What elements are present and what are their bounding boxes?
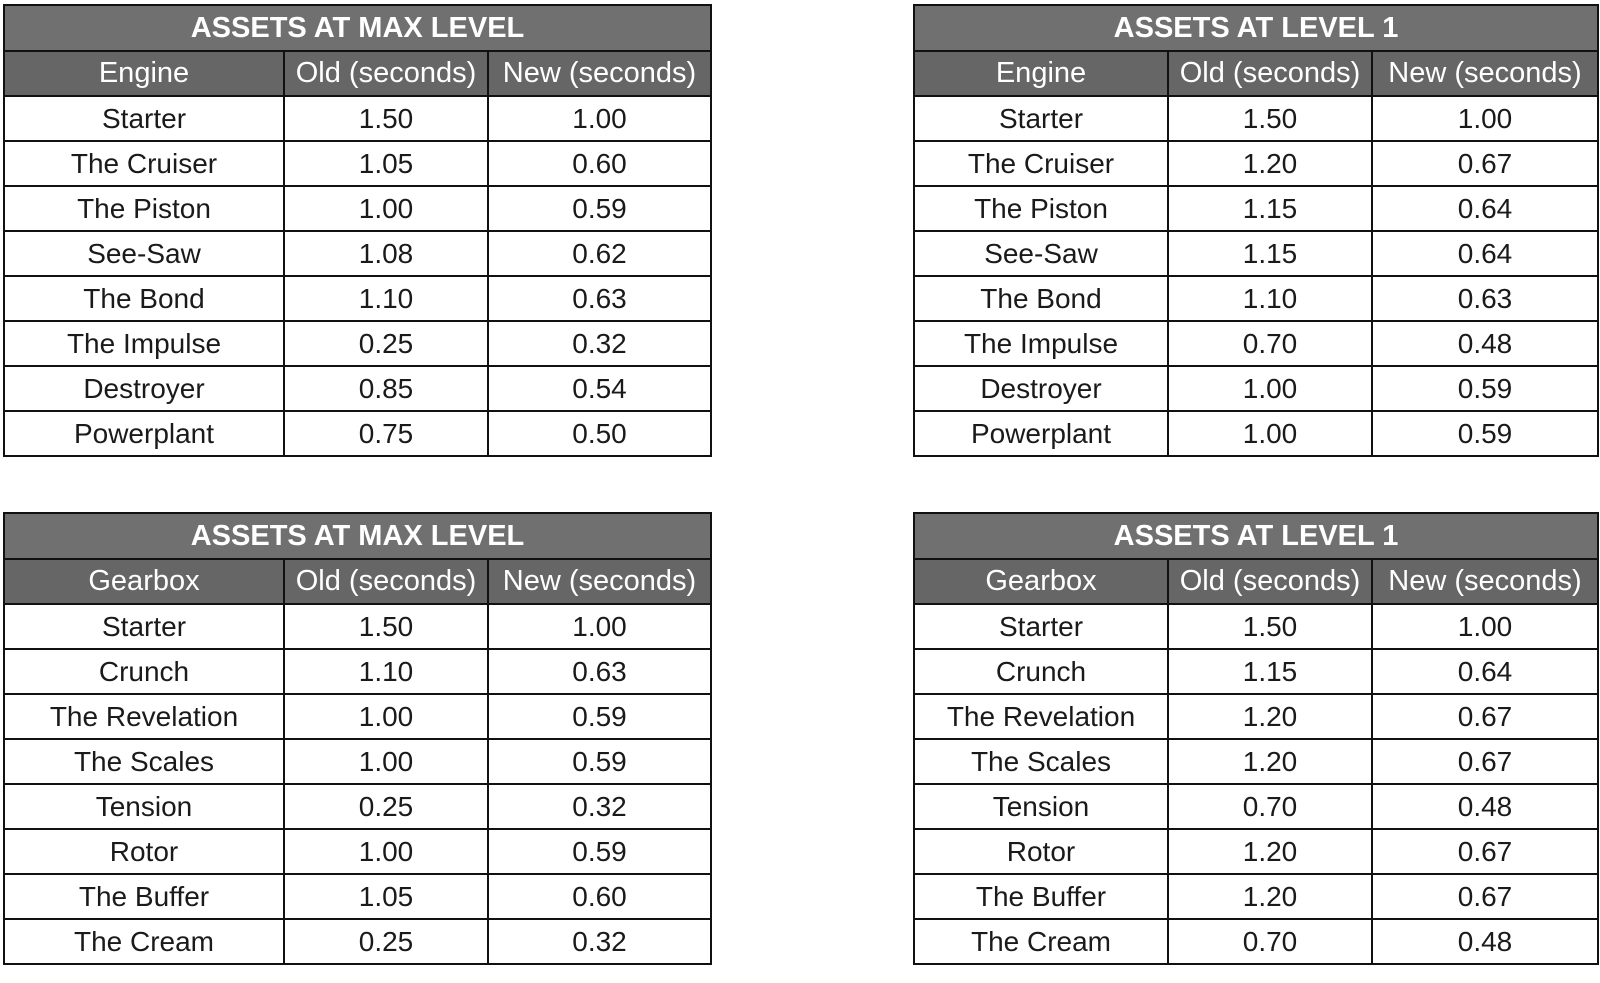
asset-name: Starter <box>914 96 1168 141</box>
new-seconds: 0.60 <box>488 874 711 919</box>
new-seconds: 0.64 <box>1372 649 1598 694</box>
old-seconds: 1.50 <box>1168 96 1372 141</box>
new-seconds: 0.59 <box>1372 411 1598 456</box>
new-seconds: 0.48 <box>1372 784 1598 829</box>
new-seconds: 0.67 <box>1372 874 1598 919</box>
table-row <box>914 919 1598 964</box>
table-row <box>4 276 711 321</box>
new-seconds: 0.62 <box>488 231 711 276</box>
column-header: Old (seconds) <box>284 559 488 604</box>
new-seconds: 0.48 <box>1372 919 1598 964</box>
engine-max-level-table <box>3 4 712 457</box>
old-seconds: 0.25 <box>284 784 488 829</box>
table-row <box>914 739 1598 784</box>
old-seconds: 1.15 <box>1168 649 1372 694</box>
table-title: ASSETS AT MAX LEVEL <box>4 513 711 559</box>
asset-name: The Cruiser <box>914 141 1168 186</box>
new-seconds: 0.59 <box>488 186 711 231</box>
new-seconds: 0.48 <box>1372 321 1598 366</box>
asset-name: The Cream <box>4 919 284 964</box>
old-seconds: 1.05 <box>284 874 488 919</box>
new-seconds: 0.64 <box>1372 231 1598 276</box>
asset-name: Rotor <box>4 829 284 874</box>
old-seconds: 1.50 <box>284 96 488 141</box>
new-seconds: 0.67 <box>1372 739 1598 784</box>
old-seconds: 1.05 <box>284 141 488 186</box>
column-header: New (seconds) <box>1372 51 1598 96</box>
new-seconds: 0.63 <box>488 649 711 694</box>
old-seconds: 0.25 <box>284 321 488 366</box>
table-row <box>4 231 711 276</box>
new-seconds: 0.32 <box>488 919 711 964</box>
old-seconds: 0.70 <box>1168 784 1372 829</box>
column-header: Engine <box>914 51 1168 96</box>
asset-name: The Buffer <box>914 874 1168 919</box>
new-seconds: 0.64 <box>1372 186 1598 231</box>
old-seconds: 0.70 <box>1168 919 1372 964</box>
asset-name: The Buffer <box>4 874 284 919</box>
new-seconds: 0.59 <box>488 694 711 739</box>
table-row <box>4 411 711 456</box>
new-seconds: 0.59 <box>1372 366 1598 411</box>
gearbox-level-1-table <box>913 512 1599 965</box>
new-seconds: 1.00 <box>488 96 711 141</box>
new-seconds: 0.60 <box>488 141 711 186</box>
asset-name: The Impulse <box>914 321 1168 366</box>
asset-name: The Bond <box>914 276 1168 321</box>
table-row <box>914 694 1598 739</box>
asset-name: See-Saw <box>4 231 284 276</box>
new-seconds: 0.63 <box>1372 276 1598 321</box>
table-row <box>914 784 1598 829</box>
asset-name: Starter <box>914 604 1168 649</box>
table-title: ASSETS AT LEVEL 1 <box>914 5 1598 51</box>
old-seconds: 1.00 <box>284 694 488 739</box>
table-row <box>914 141 1598 186</box>
asset-name: See-Saw <box>914 231 1168 276</box>
asset-name: Crunch <box>914 649 1168 694</box>
column-header: Old (seconds) <box>284 51 488 96</box>
column-header: New (seconds) <box>488 559 711 604</box>
old-seconds: 1.00 <box>284 739 488 784</box>
table-row <box>914 366 1598 411</box>
new-seconds: 0.54 <box>488 366 711 411</box>
table-row <box>4 739 711 784</box>
new-seconds: 0.50 <box>488 411 711 456</box>
asset-name: Starter <box>4 96 284 141</box>
old-seconds: 1.20 <box>1168 874 1372 919</box>
column-header: Old (seconds) <box>1168 51 1372 96</box>
column-header: Gearbox <box>914 559 1168 604</box>
table-row <box>4 604 711 649</box>
table-row <box>4 874 711 919</box>
asset-name: The Revelation <box>4 694 284 739</box>
new-seconds: 0.59 <box>488 739 711 784</box>
asset-name: The Cruiser <box>4 141 284 186</box>
table-row <box>914 96 1598 141</box>
table-row <box>914 231 1598 276</box>
old-seconds: 1.00 <box>1168 411 1372 456</box>
old-seconds: 1.15 <box>1168 231 1372 276</box>
new-seconds: 0.67 <box>1372 829 1598 874</box>
asset-name: The Cream <box>914 919 1168 964</box>
new-seconds: 1.00 <box>1372 604 1598 649</box>
table-row <box>4 784 711 829</box>
table-row <box>4 694 711 739</box>
table-row <box>4 186 711 231</box>
gearbox-max-level-table <box>3 512 712 965</box>
asset-name: Destroyer <box>4 366 284 411</box>
old-seconds: 1.00 <box>1168 366 1372 411</box>
new-seconds: 0.67 <box>1372 141 1598 186</box>
new-seconds: 0.32 <box>488 784 711 829</box>
table-row <box>914 276 1598 321</box>
table-row <box>4 366 711 411</box>
asset-name: Crunch <box>4 649 284 694</box>
old-seconds: 1.20 <box>1168 694 1372 739</box>
asset-name: The Revelation <box>914 694 1168 739</box>
asset-name: The Scales <box>914 739 1168 784</box>
column-header: Gearbox <box>4 559 284 604</box>
column-header: Old (seconds) <box>1168 559 1372 604</box>
table-row <box>914 829 1598 874</box>
table-row <box>914 321 1598 366</box>
old-seconds: 1.20 <box>1168 739 1372 784</box>
asset-name: The Bond <box>4 276 284 321</box>
table-row <box>914 649 1598 694</box>
asset-name: Powerplant <box>4 411 284 456</box>
old-seconds: 0.85 <box>284 366 488 411</box>
column-header: Engine <box>4 51 284 96</box>
new-seconds: 0.59 <box>488 829 711 874</box>
new-seconds: 0.63 <box>488 276 711 321</box>
old-seconds: 1.20 <box>1168 141 1372 186</box>
table-row <box>914 604 1598 649</box>
table-title: ASSETS AT MAX LEVEL <box>4 5 711 51</box>
column-header: New (seconds) <box>488 51 711 96</box>
new-seconds: 0.32 <box>488 321 711 366</box>
asset-name: Destroyer <box>914 366 1168 411</box>
old-seconds: 1.10 <box>1168 276 1372 321</box>
table-row <box>914 411 1598 456</box>
old-seconds: 1.00 <box>284 186 488 231</box>
new-seconds: 0.67 <box>1372 694 1598 739</box>
asset-name: The Impulse <box>4 321 284 366</box>
old-seconds: 1.00 <box>284 829 488 874</box>
asset-name: Tension <box>914 784 1168 829</box>
table-row <box>4 829 711 874</box>
asset-name: Starter <box>4 604 284 649</box>
asset-name: Rotor <box>914 829 1168 874</box>
table-row <box>914 874 1598 919</box>
asset-name: The Scales <box>4 739 284 784</box>
old-seconds: 0.70 <box>1168 321 1372 366</box>
old-seconds: 1.08 <box>284 231 488 276</box>
old-seconds: 1.50 <box>284 604 488 649</box>
old-seconds: 1.20 <box>1168 829 1372 874</box>
asset-name: The Piston <box>4 186 284 231</box>
table-row <box>4 649 711 694</box>
table-title: ASSETS AT LEVEL 1 <box>914 513 1598 559</box>
asset-name: Powerplant <box>914 411 1168 456</box>
table-row <box>4 919 711 964</box>
new-seconds: 1.00 <box>1372 96 1598 141</box>
asset-name: Tension <box>4 784 284 829</box>
new-seconds: 1.00 <box>488 604 711 649</box>
table-row <box>4 96 711 141</box>
engine-level-1-table <box>913 4 1599 457</box>
old-seconds: 1.50 <box>1168 604 1372 649</box>
asset-name: The Piston <box>914 186 1168 231</box>
table-row <box>914 186 1598 231</box>
column-header: New (seconds) <box>1372 559 1598 604</box>
table-row <box>4 321 711 366</box>
old-seconds: 1.10 <box>284 649 488 694</box>
table-row <box>4 141 711 186</box>
old-seconds: 0.25 <box>284 919 488 964</box>
old-seconds: 0.75 <box>284 411 488 456</box>
old-seconds: 1.15 <box>1168 186 1372 231</box>
old-seconds: 1.10 <box>284 276 488 321</box>
